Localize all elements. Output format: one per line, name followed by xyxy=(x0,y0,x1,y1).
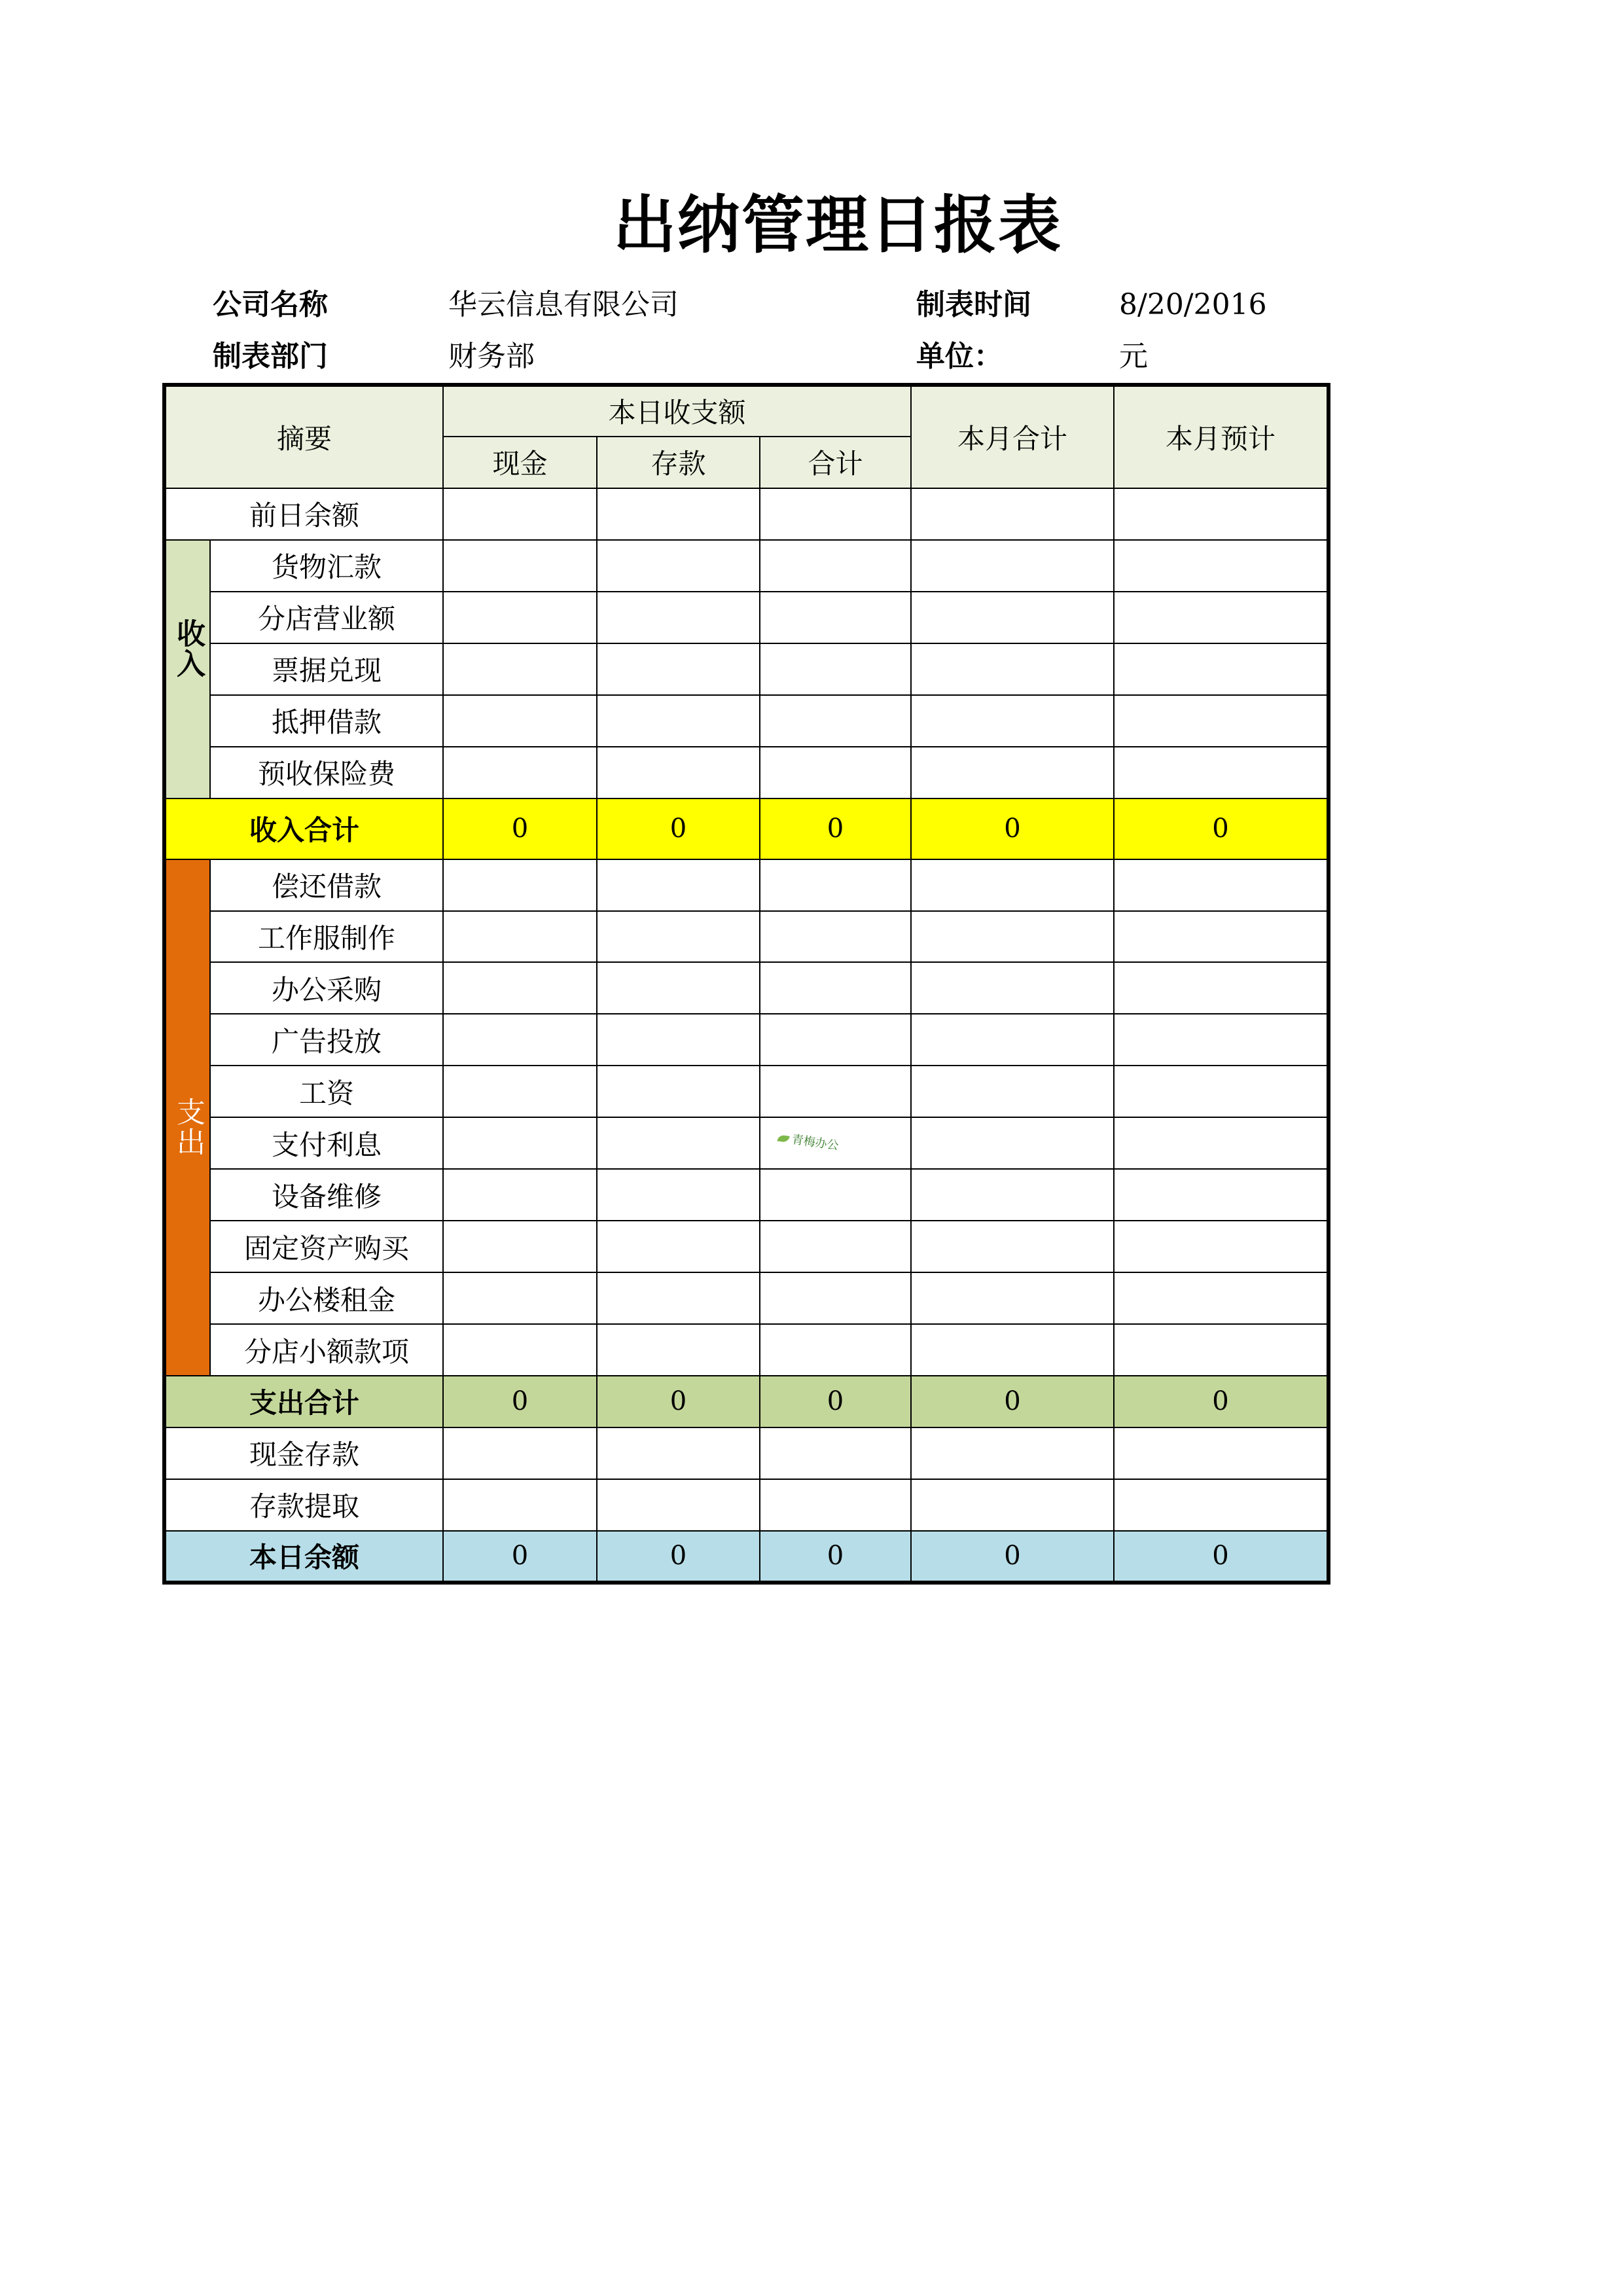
header-summary: 摘要 xyxy=(164,385,443,488)
table-cell[interactable] xyxy=(911,859,1114,911)
income-row xyxy=(164,695,1329,747)
prev-balance-row xyxy=(164,488,1329,540)
unit-label: 单位： xyxy=(916,340,1003,373)
expense-row xyxy=(164,1169,1329,1221)
table-cell[interactable] xyxy=(911,1272,1114,1324)
table-cell[interactable] xyxy=(760,1479,911,1531)
table-cell[interactable] xyxy=(760,962,911,1014)
table-cell[interactable] xyxy=(443,1324,597,1376)
income-item-label: 票据兑现 xyxy=(210,643,443,695)
table-cell[interactable] xyxy=(443,747,597,798)
table-cell[interactable] xyxy=(597,540,760,592)
table-cell[interactable] xyxy=(911,911,1114,963)
table-cell[interactable] xyxy=(760,592,911,643)
transfer-row-label: 现金存款 xyxy=(164,1427,443,1479)
expense-item-label: 支付利息 xyxy=(210,1117,443,1169)
company-value: 华云信息有限公司 xyxy=(448,288,679,321)
expense-row xyxy=(164,962,1329,1014)
expense-item-label: 分店小额款项 xyxy=(210,1324,443,1376)
expense-side-label xyxy=(164,859,210,1376)
table-cell[interactable] xyxy=(597,911,760,963)
table-cell[interactable] xyxy=(443,488,597,540)
table-cell[interactable] xyxy=(911,1169,1114,1221)
expense-item-label: 办公采购 xyxy=(210,962,443,1014)
income-total-value: 0 xyxy=(1114,798,1329,859)
table-cell[interactable] xyxy=(760,1221,911,1272)
income-item-label: 分店营业额 xyxy=(210,592,443,643)
expense-row xyxy=(164,1014,1329,1066)
table-cell[interactable] xyxy=(597,1014,760,1066)
income-row xyxy=(164,540,1329,592)
expense-side-text: 支出 xyxy=(171,1097,205,1158)
table-cell[interactable] xyxy=(911,643,1114,695)
table-cell[interactable] xyxy=(443,911,597,963)
expense-item-label: 偿还借款 xyxy=(210,859,443,911)
table-cell[interactable] xyxy=(1114,911,1329,963)
table-cell[interactable] xyxy=(597,1066,760,1117)
income-total-value: 0 xyxy=(443,798,597,859)
report-title: 出纳管理日报表 xyxy=(613,188,1062,262)
table-cell[interactable] xyxy=(443,1221,597,1272)
income-item-label: 抵押借款 xyxy=(210,695,443,747)
expense-row xyxy=(164,1272,1329,1324)
table-cell[interactable] xyxy=(911,1066,1114,1117)
table-cell[interactable] xyxy=(911,1427,1114,1479)
table-cell[interactable] xyxy=(760,859,911,911)
table-cell[interactable] xyxy=(443,592,597,643)
income-total-value: 0 xyxy=(760,798,911,859)
expense-row xyxy=(164,1221,1329,1272)
table-cell[interactable] xyxy=(760,1427,911,1479)
table-cell[interactable] xyxy=(597,1272,760,1324)
income-item-label: 预收保险费 xyxy=(210,747,443,798)
income-total-value: 0 xyxy=(597,798,760,859)
header-month-forecast: 本月预计 xyxy=(1114,385,1329,488)
table-cell[interactable] xyxy=(1114,695,1329,747)
table-cell[interactable] xyxy=(597,1117,760,1169)
table-cell[interactable] xyxy=(760,1169,911,1221)
income-side-text: 收入 xyxy=(171,618,205,679)
expense-item-label: 工作服制作 xyxy=(210,911,443,963)
table-cell[interactable] xyxy=(760,1272,911,1324)
table-cell[interactable] xyxy=(1114,1117,1329,1169)
unit-value: 元 xyxy=(1119,340,1148,373)
income-side-label xyxy=(164,540,210,798)
expense-item-label: 设备维修 xyxy=(210,1169,443,1221)
expense-total-value: 0 xyxy=(911,1376,1114,1427)
header-month-total: 本月合计 xyxy=(911,385,1114,488)
table-cell[interactable] xyxy=(443,1066,597,1117)
cash-report-table xyxy=(162,383,1330,1585)
table-cell[interactable] xyxy=(443,1014,597,1066)
table-cell[interactable] xyxy=(1114,1427,1329,1479)
expense-total-label: 支出合计 xyxy=(164,1376,443,1427)
balance-total-label: 本日余额 xyxy=(164,1531,443,1583)
company-label: 公司名称 xyxy=(213,288,328,321)
balance-total-value: 0 xyxy=(1114,1531,1329,1583)
expense-item-label: 广告投放 xyxy=(210,1014,443,1066)
table-cell[interactable] xyxy=(911,1221,1114,1272)
expense-row xyxy=(164,859,1329,911)
expense-row xyxy=(164,1066,1329,1117)
balance-total-value: 0 xyxy=(597,1531,760,1583)
balance-total-value: 0 xyxy=(760,1531,911,1583)
table-cell[interactable] xyxy=(443,962,597,1014)
table-cell[interactable] xyxy=(597,1169,760,1221)
table-cell[interactable] xyxy=(760,488,911,540)
table-body xyxy=(164,385,1329,1583)
balance-total-value: 0 xyxy=(911,1531,1114,1583)
header-cash: 现金 xyxy=(443,437,597,488)
table-cell[interactable] xyxy=(597,747,760,798)
income-total-row xyxy=(164,798,1329,859)
header-daily-group: 本日收支额 xyxy=(443,385,911,437)
table-cell[interactable] xyxy=(597,859,760,911)
expense-row xyxy=(164,1324,1329,1376)
transfer-row xyxy=(164,1479,1329,1531)
header-row-1 xyxy=(164,385,1329,437)
dept-label: 制表部门 xyxy=(213,340,328,373)
table-cell[interactable] xyxy=(1114,1014,1329,1066)
table-cell[interactable] xyxy=(597,1427,760,1479)
table-cell[interactable] xyxy=(1114,747,1329,798)
prev-balance-label: 前日余额 xyxy=(164,488,443,540)
table-cell[interactable] xyxy=(1114,1272,1329,1324)
transfer-row-label: 存款提取 xyxy=(164,1479,443,1531)
table-cell[interactable] xyxy=(760,1324,911,1376)
table-cell[interactable] xyxy=(597,1324,760,1376)
table-cell[interactable] xyxy=(443,1169,597,1221)
date-value: 8/20/2016 xyxy=(1119,288,1267,321)
table-cell[interactable] xyxy=(911,592,1114,643)
table-cell[interactable] xyxy=(443,1117,597,1169)
table-cell[interactable] xyxy=(1114,1221,1329,1272)
table-cell[interactable] xyxy=(760,1014,911,1066)
income-row xyxy=(164,747,1329,798)
table-cell[interactable] xyxy=(760,1066,911,1117)
table-cell[interactable] xyxy=(443,1479,597,1531)
dept-value: 财务部 xyxy=(448,340,535,373)
header-deposit: 存款 xyxy=(597,437,760,488)
income-item-label: 货物汇款 xyxy=(210,540,443,592)
table-cell[interactable] xyxy=(911,488,1114,540)
table-cell[interactable] xyxy=(597,592,760,643)
table-cell[interactable] xyxy=(597,1221,760,1272)
table-cell[interactable] xyxy=(1114,859,1329,911)
table-cell[interactable] xyxy=(911,962,1114,1014)
table-cell[interactable] xyxy=(1114,643,1329,695)
table-cell[interactable] xyxy=(1114,962,1329,1014)
table-cell[interactable] xyxy=(760,747,911,798)
header-subtotal: 合计 xyxy=(760,437,911,488)
expense-item-label: 固定资产购买 xyxy=(210,1221,443,1272)
table-cell[interactable] xyxy=(760,643,911,695)
transfer-row xyxy=(164,1427,1329,1479)
expense-total-row xyxy=(164,1376,1329,1427)
table-cell[interactable] xyxy=(597,962,760,1014)
expense-row xyxy=(164,1117,1329,1169)
balance-total-value: 0 xyxy=(443,1531,597,1583)
table-cell[interactable] xyxy=(443,643,597,695)
expense-item-label: 办公楼租金 xyxy=(210,1272,443,1324)
table-cell[interactable] xyxy=(443,1272,597,1324)
income-total-label: 收入合计 xyxy=(164,798,443,859)
income-row xyxy=(164,643,1329,695)
table-cell[interactable] xyxy=(911,1117,1114,1169)
table-cell[interactable] xyxy=(1114,592,1329,643)
table-cell[interactable] xyxy=(597,643,760,695)
table-cell[interactable] xyxy=(911,540,1114,592)
table-cell[interactable] xyxy=(1114,1479,1329,1531)
leaf-icon xyxy=(777,1134,789,1142)
table-cell[interactable] xyxy=(760,695,911,747)
table-cell[interactable] xyxy=(443,1427,597,1479)
table-cell[interactable] xyxy=(760,911,911,963)
expense-total-value: 0 xyxy=(1114,1376,1329,1427)
income-row xyxy=(164,592,1329,643)
table-cell[interactable] xyxy=(1114,488,1329,540)
table-cell[interactable] xyxy=(1114,1066,1329,1117)
expense-row xyxy=(164,911,1329,963)
table-cell[interactable] xyxy=(760,540,911,592)
expense-item-label: 工资 xyxy=(210,1066,443,1117)
table-cell[interactable] xyxy=(1114,1324,1329,1376)
table-cell[interactable] xyxy=(911,695,1114,747)
table-cell[interactable] xyxy=(597,695,760,747)
table-cell[interactable] xyxy=(443,859,597,911)
date-label: 制表时间 xyxy=(916,288,1031,321)
income-total-value: 0 xyxy=(911,798,1114,859)
table-cell[interactable] xyxy=(1114,1169,1329,1221)
table-cell[interactable] xyxy=(911,1479,1114,1531)
balance-total-row xyxy=(164,1531,1329,1583)
table-cell[interactable] xyxy=(443,695,597,747)
table-cell[interactable] xyxy=(1114,540,1329,592)
expense-total-value: 0 xyxy=(760,1376,911,1427)
watermark-text: 青梅办公 xyxy=(791,1132,840,1153)
expense-total-value: 0 xyxy=(597,1376,760,1427)
table-cell[interactable] xyxy=(911,1324,1114,1376)
table-cell[interactable] xyxy=(911,747,1114,798)
table-cell[interactable] xyxy=(911,1014,1114,1066)
table-cell[interactable] xyxy=(443,540,597,592)
table-cell[interactable] xyxy=(597,1479,760,1531)
table-cell[interactable] xyxy=(597,488,760,540)
expense-total-value: 0 xyxy=(443,1376,597,1427)
